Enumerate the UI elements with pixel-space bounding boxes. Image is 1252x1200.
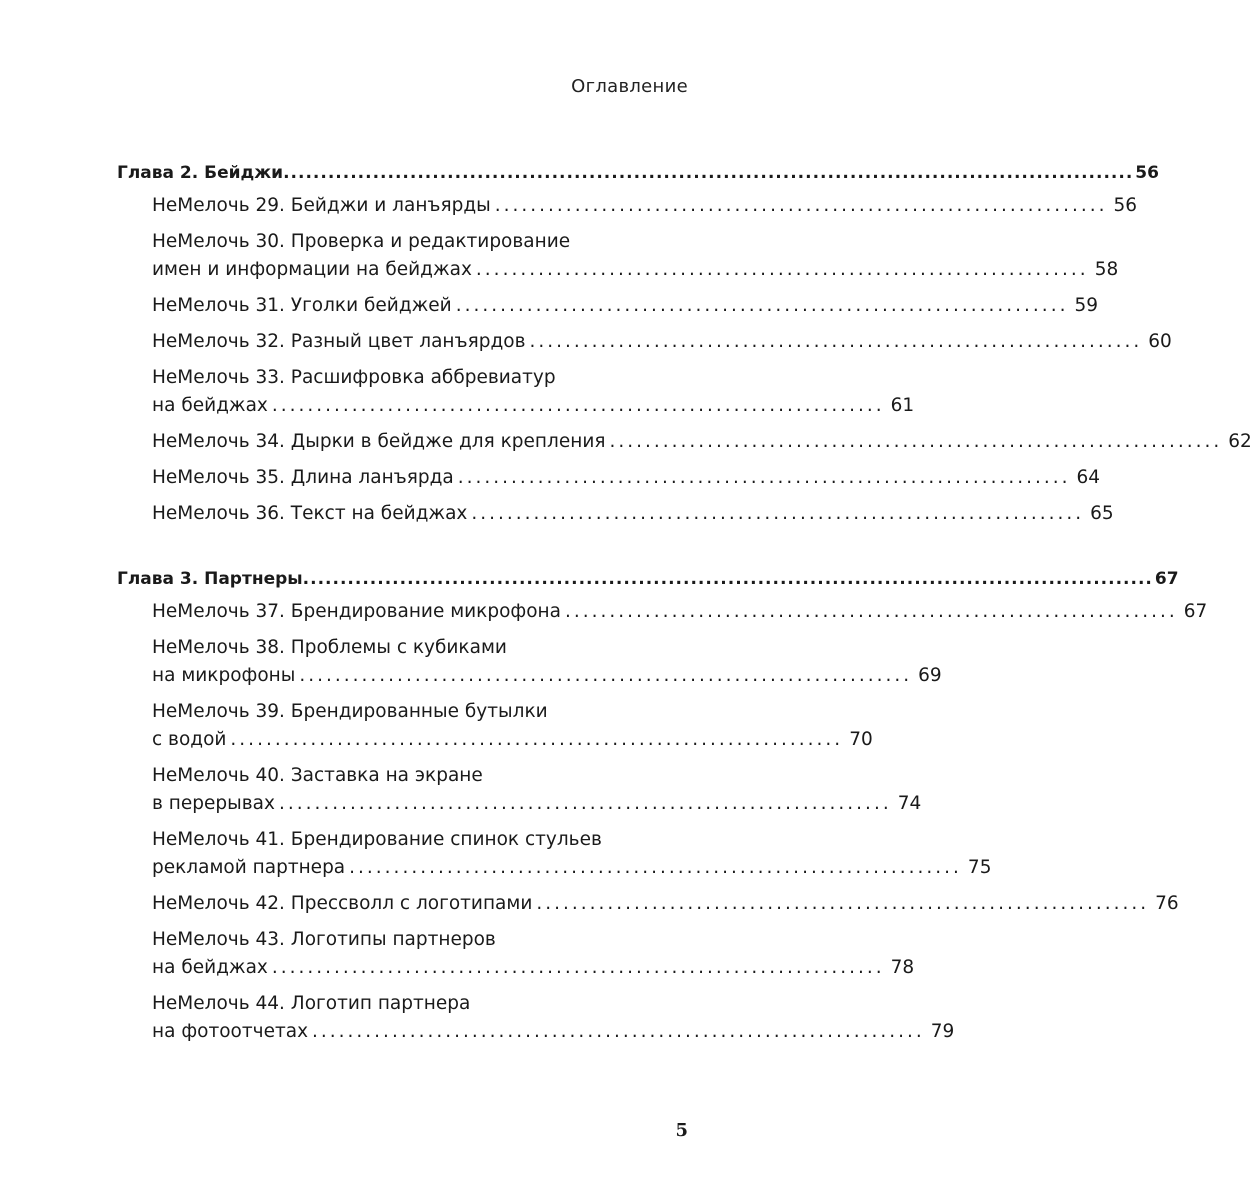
toc-entry[interactable]	[152, 890, 1179, 918]
chapter-2	[117, 158, 1252, 528]
entry-title: НеМелочь 35. Длина ланъярда	[152, 467, 454, 488]
chapter-heading[interactable]	[117, 158, 1159, 188]
dot-leader: .....................................................................	[312, 1021, 925, 1042]
toc-entry[interactable]	[152, 598, 1208, 626]
entry-page: 58	[1094, 259, 1119, 280]
chapter-page: 67	[1154, 569, 1179, 589]
entry-title: НеМелочь 36. Текст на бейджах	[152, 503, 468, 524]
dot-leader: .....................................................................	[471, 503, 1085, 524]
entry-title-line1: НеМелочь 39. Брендированные бутылки	[152, 701, 548, 722]
chapter-title: Глава 2. Бейджи	[117, 163, 284, 183]
toc-entry[interactable]	[152, 292, 1098, 320]
dot-leader: .....................................................................	[455, 295, 1069, 316]
entry-title-line1: НеМелочь 38. Проблемы с кубиками	[152, 637, 507, 658]
dot-leader: .....................................................................	[457, 467, 1071, 488]
dot-leader: .....................................................................	[529, 331, 1143, 352]
toc-entry[interactable]	[152, 826, 992, 882]
toc-entry[interactable]	[152, 228, 1119, 284]
chapter-page: 56	[1135, 163, 1159, 183]
entry-title: в перерывах	[152, 793, 275, 814]
entry-page: 74	[897, 793, 922, 814]
page-number: 5	[675, 1120, 688, 1141]
entry-title: на фотоотчетах	[152, 1021, 309, 1042]
dot-leader: .....................................................................	[299, 665, 913, 686]
toc-entry[interactable]	[152, 926, 915, 982]
dot-leader: .....................................................................	[271, 395, 885, 416]
running-header: Оглавление	[571, 76, 688, 97]
entry-title: на микрофоны	[152, 665, 296, 686]
entry-page: 78	[890, 957, 915, 978]
entry-title-line1: НеМелочь 44. Логотип партнера	[152, 993, 471, 1014]
entry-page: 76	[1155, 893, 1179, 914]
entry-page: 61	[890, 395, 915, 416]
entry-page: 70	[849, 729, 873, 750]
chapter-3	[117, 564, 1208, 1046]
entry-title: с водой	[152, 729, 227, 750]
entry-title: НеМелочь 31. Уголки бейджей	[152, 295, 452, 316]
toc-entry[interactable]	[152, 762, 922, 818]
entry-title-line1: НеМелочь 40. Заставка на экране	[152, 765, 483, 786]
dot-leader: .....................................................................	[536, 893, 1150, 914]
entry-title: НеМелочь 32. Разный цвет ланъярдов	[152, 331, 526, 352]
entry-page: 79	[930, 1021, 955, 1042]
entry-title: НеМелочь 37. Брендирование микрофона	[152, 601, 561, 622]
entry-title: на бейджах	[152, 957, 268, 978]
dot-leader: .....................................................................	[271, 957, 885, 978]
dot-leader: .....................................................................	[278, 793, 892, 814]
toc-entry[interactable]	[152, 464, 1101, 492]
entry-page: 60	[1148, 331, 1172, 352]
entry-page: 69	[918, 665, 942, 686]
entry-title: на бейджах	[152, 395, 268, 416]
table-of-contents	[117, 158, 1252, 1082]
entry-page: 59	[1074, 295, 1098, 316]
toc-entry[interactable]	[152, 364, 915, 420]
chapter-heading[interactable]	[117, 564, 1179, 594]
toc-entry[interactable]	[152, 328, 1172, 356]
entry-page: 75	[967, 857, 992, 878]
dot-leader: ..................................................................................................................	[283, 163, 1134, 183]
entry-page: 62	[1228, 431, 1252, 452]
dot-leader: ..................................................................................................................	[302, 569, 1153, 589]
toc-entry[interactable]	[152, 698, 873, 754]
entry-page: 67	[1183, 601, 1208, 622]
toc-entry[interactable]	[152, 192, 1138, 220]
entry-title: рекламой партнера	[152, 857, 346, 878]
dot-leader: .....................................................................	[565, 601, 1178, 622]
entry-page: 56	[1113, 195, 1138, 216]
toc-entry[interactable]	[152, 634, 942, 690]
chapter-title: Глава 3. Партнеры	[117, 569, 303, 589]
dot-leader: .....................................................................	[494, 195, 1108, 216]
entry-title-line1: НеМелочь 41. Брендирование спинок стульев	[152, 829, 602, 850]
toc-entry[interactable]	[152, 990, 955, 1046]
toc-entry[interactable]	[152, 428, 1252, 456]
dot-leader: .....................................................................	[349, 857, 962, 878]
entry-page: 64	[1076, 467, 1101, 488]
entry-title: НеМелочь 29. Бейджи и ланъярды	[152, 195, 491, 216]
entry-title: имен и информации на бейджах	[152, 259, 472, 280]
entry-title-line1: НеМелочь 30. Проверка и редактирование	[152, 231, 571, 252]
dot-leader: .....................................................................	[230, 729, 844, 750]
entry-title-line1: НеМелочь 43. Логотипы партнеров	[152, 929, 496, 950]
entry-page: 65	[1090, 503, 1114, 524]
entry-title: НеМелочь 42. Прессволл с логотипами	[152, 893, 533, 914]
dot-leader: .....................................................................	[609, 431, 1223, 452]
entry-title-line1: НеМелочь 33. Расшифровка аббревиатур	[152, 367, 556, 388]
dot-leader: .....................................................................	[475, 259, 1089, 280]
toc-entry[interactable]	[152, 500, 1114, 528]
entry-title: НеМелочь 34. Дырки в бейдже для крепления	[152, 431, 606, 452]
